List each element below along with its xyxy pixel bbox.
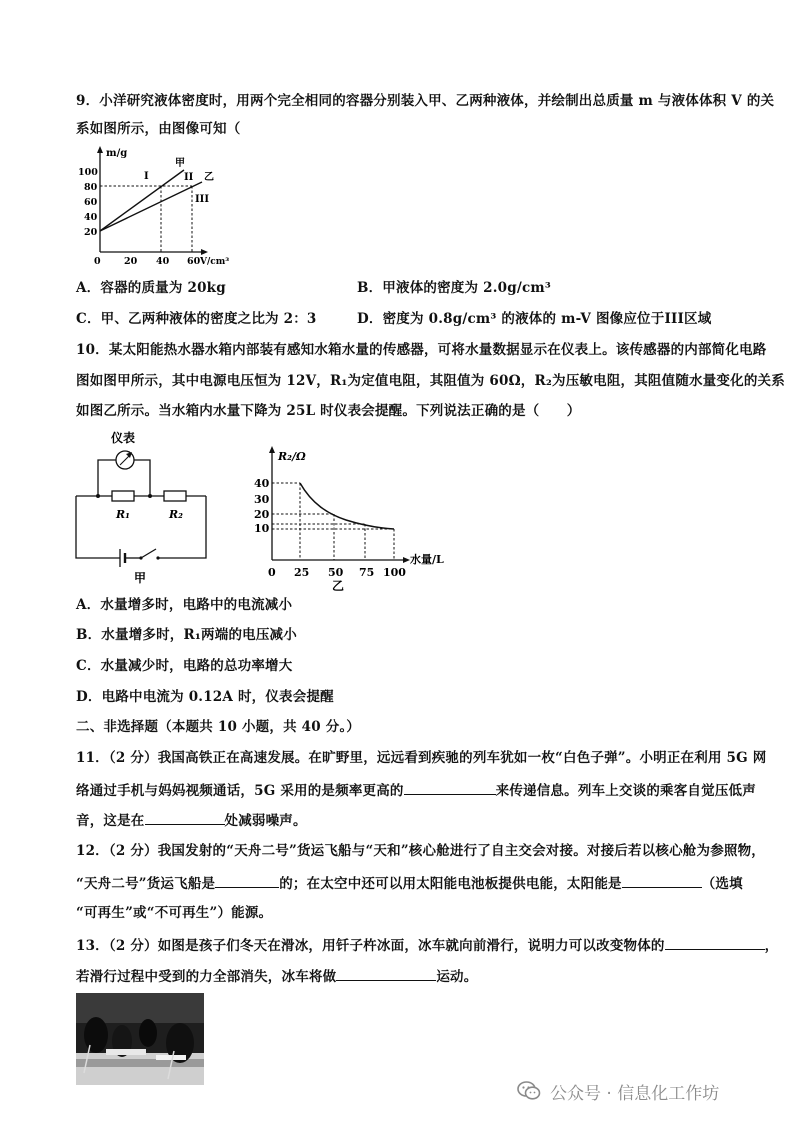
q13-text: 13．（2 分）如图是孩子们冬天在滑冰，用钎子杵冰面，冰车就向前滑行，说明力可以改变物体的 [76, 938, 665, 954]
q13-ice-sled-photo [76, 993, 204, 1085]
q13-blank-2[interactable] [336, 966, 436, 981]
q10-r1-label: R₁ [116, 508, 130, 521]
q10-stem-line3: 如图乙所示。当水箱内水量下降为 25L 时仪表会提醒。下列说法正确的是（ ） [76, 403, 581, 419]
q12-text: 的；在太空中还可以用太阳能电池板提供电能，太阳能是 [279, 876, 622, 892]
q10-graph [250, 436, 460, 592]
q9-line-yi [100, 182, 202, 231]
q10-graph-xtick: 0 [268, 566, 276, 579]
q10-option-b: B．水量增多时，R₁两端的电压减小 [76, 627, 297, 643]
q9-region-1: I [144, 171, 149, 182]
q9-x-label: V/cm³ [200, 257, 230, 267]
q11-text: 络通过手机与妈妈视频通话，5G 采用的是频率更高的 [76, 783, 404, 799]
q9-stem-line2: 系如图所示，由图像可知（ [76, 121, 241, 137]
q9-option-b: B．甲液体的密度为 2.0g/cm³ [357, 280, 551, 296]
q9-label-yi: 乙 [204, 172, 214, 183]
q9-ytick: 100 [78, 167, 98, 178]
q13-line1 [76, 935, 778, 955]
q10-circuit [70, 428, 220, 586]
q10-graph-xtick: 75 [359, 566, 375, 579]
q9-option-a: A．容器的质量为 20kg [76, 280, 226, 296]
q10-graph-xtick: 25 [294, 566, 310, 579]
q9-label-jia: 甲 [175, 158, 185, 169]
q11-line3 [76, 810, 307, 830]
q9-chart [76, 140, 246, 268]
q12-line3: “可再生”或“不可再生”）能源。 [76, 905, 273, 921]
q11-text: 处减弱噪声。 [224, 813, 307, 829]
q13-text: 运动。 [436, 969, 478, 985]
q10-graph-x-arrow [403, 557, 410, 563]
q12-line1: 12．（2 分）我国发射的“天舟二号”货运飞船与“天和”核心舱进行了自主交会对接。对接后若以核心舱为参照物， [76, 843, 765, 859]
q11-blank-2[interactable] [145, 810, 225, 825]
q10-graph-ytick: 40 [254, 477, 270, 490]
q9-y-label: m/g [106, 148, 128, 159]
q9-stem-line1: 9．小洋研究液体密度时，用两个完全相同的容器分别装入甲、乙两种液体，并绘制出总质量 m 与液体体积 V 的关 [76, 93, 775, 109]
q10-option-c: C．水量减少时，电路的总功率增大 [76, 658, 293, 674]
q10-stem-line2: 图如图甲所示，其中电源电压恒为 12V，R₁为定值电阻，其阻值为 60Ω，R₂为压敏电阻，其阻值随水量变化的关系 [76, 373, 785, 389]
q10-r2 [164, 491, 186, 501]
q11-text: 音，这是在 [76, 813, 145, 829]
q10-graph-x-label: 水量/L [410, 553, 444, 566]
wechat-icon [516, 1078, 542, 1104]
q9-y-arrow [97, 146, 103, 153]
q10-meter-arrowhead [126, 452, 132, 458]
q9-ytick: 40 [84, 212, 98, 223]
q9-ytick: 80 [84, 182, 98, 193]
q13-blank-1[interactable] [665, 935, 765, 950]
q10-switch [141, 549, 156, 558]
q10-circuit-caption: 甲 [134, 571, 147, 585]
q13-text: ， [764, 938, 779, 954]
q13-photo-content [76, 993, 204, 1085]
q10-stem-line1: 10．某太阳能热水器水箱内部装有感知水箱水量的传感器，可将水量数据显示在仪表上。该传感器的内部简化电路 [76, 342, 767, 358]
q13-text: 若滑行过程中受到的力全部消失，冰车将做 [76, 969, 337, 985]
q12-text: （选填 [701, 876, 743, 892]
q10-graph-y-label: R₂/Ω [278, 450, 306, 463]
q10-meter-label: 仪表 [111, 431, 136, 445]
q10-option-a: A．水量增多时，电路中的电流减小 [76, 597, 293, 613]
q9-xtick: 60 [187, 256, 201, 267]
section-2-heading: 二、非选择题（本题共 10 小题，共 40 分。） [76, 719, 361, 735]
q10-option-d: D．电路中电流为 0.12A 时，仪表会提醒 [76, 689, 334, 705]
q9-option-c: C．甲、乙两种液体的密度之比为 2：3 [76, 311, 317, 327]
q10-graph-ytick: 30 [254, 493, 270, 506]
q10-r2-label: R₂ [169, 508, 183, 521]
q9-option-d: D．密度为 0.8g/cm³ 的液体的 m-V 图像应位于III区域 [357, 311, 712, 327]
q10-wire [158, 496, 206, 558]
q11-line2 [76, 780, 756, 800]
q10-graph-xtick: 100 [383, 566, 406, 579]
q9-ytick: 20 [84, 227, 98, 238]
q9-ytick: 60 [84, 197, 98, 208]
q9-x-arrow [201, 249, 208, 255]
q9-xtick: 0 [94, 256, 101, 267]
q12-line2 [76, 873, 743, 893]
q10-graph-ytick: 20 [254, 508, 270, 521]
q9-region-3: III [195, 194, 210, 205]
q11-blank-1[interactable] [404, 780, 496, 795]
q10-graph-curve [300, 483, 394, 529]
q10-graph-caption: 乙 [332, 579, 345, 592]
q10-r1 [112, 491, 134, 501]
q9-xtick: 40 [156, 256, 170, 267]
q10-graph-ytick: 10 [254, 522, 270, 535]
watermark [516, 1078, 719, 1104]
q13-line2 [76, 966, 477, 986]
q11-line1: 11．（2 分）我国高铁正在高速发展。在旷野里，远远看到疾驰的列车犹如一枚“白色子弹”。小明正在利用 5G 网 [76, 750, 767, 766]
q10-graph-y-arrow [269, 446, 275, 453]
q11-text: 来传递信息。列车上交谈的乘客自觉压低声 [495, 783, 756, 799]
q12-text: “天舟二号”货运飞船是 [76, 876, 216, 892]
q9-line-jia [100, 170, 184, 231]
q10-graph-xtick: 50 [328, 566, 344, 579]
q10-meter-wire [134, 460, 150, 496]
q12-blank-2[interactable] [622, 873, 702, 888]
q9-xtick: 20 [124, 256, 138, 267]
q9-region-2: II [184, 172, 194, 183]
watermark-text: 公众号 · 信息化工作坊 [550, 1083, 720, 1104]
q10-wire [76, 496, 120, 558]
q12-blank-1[interactable] [215, 873, 279, 888]
